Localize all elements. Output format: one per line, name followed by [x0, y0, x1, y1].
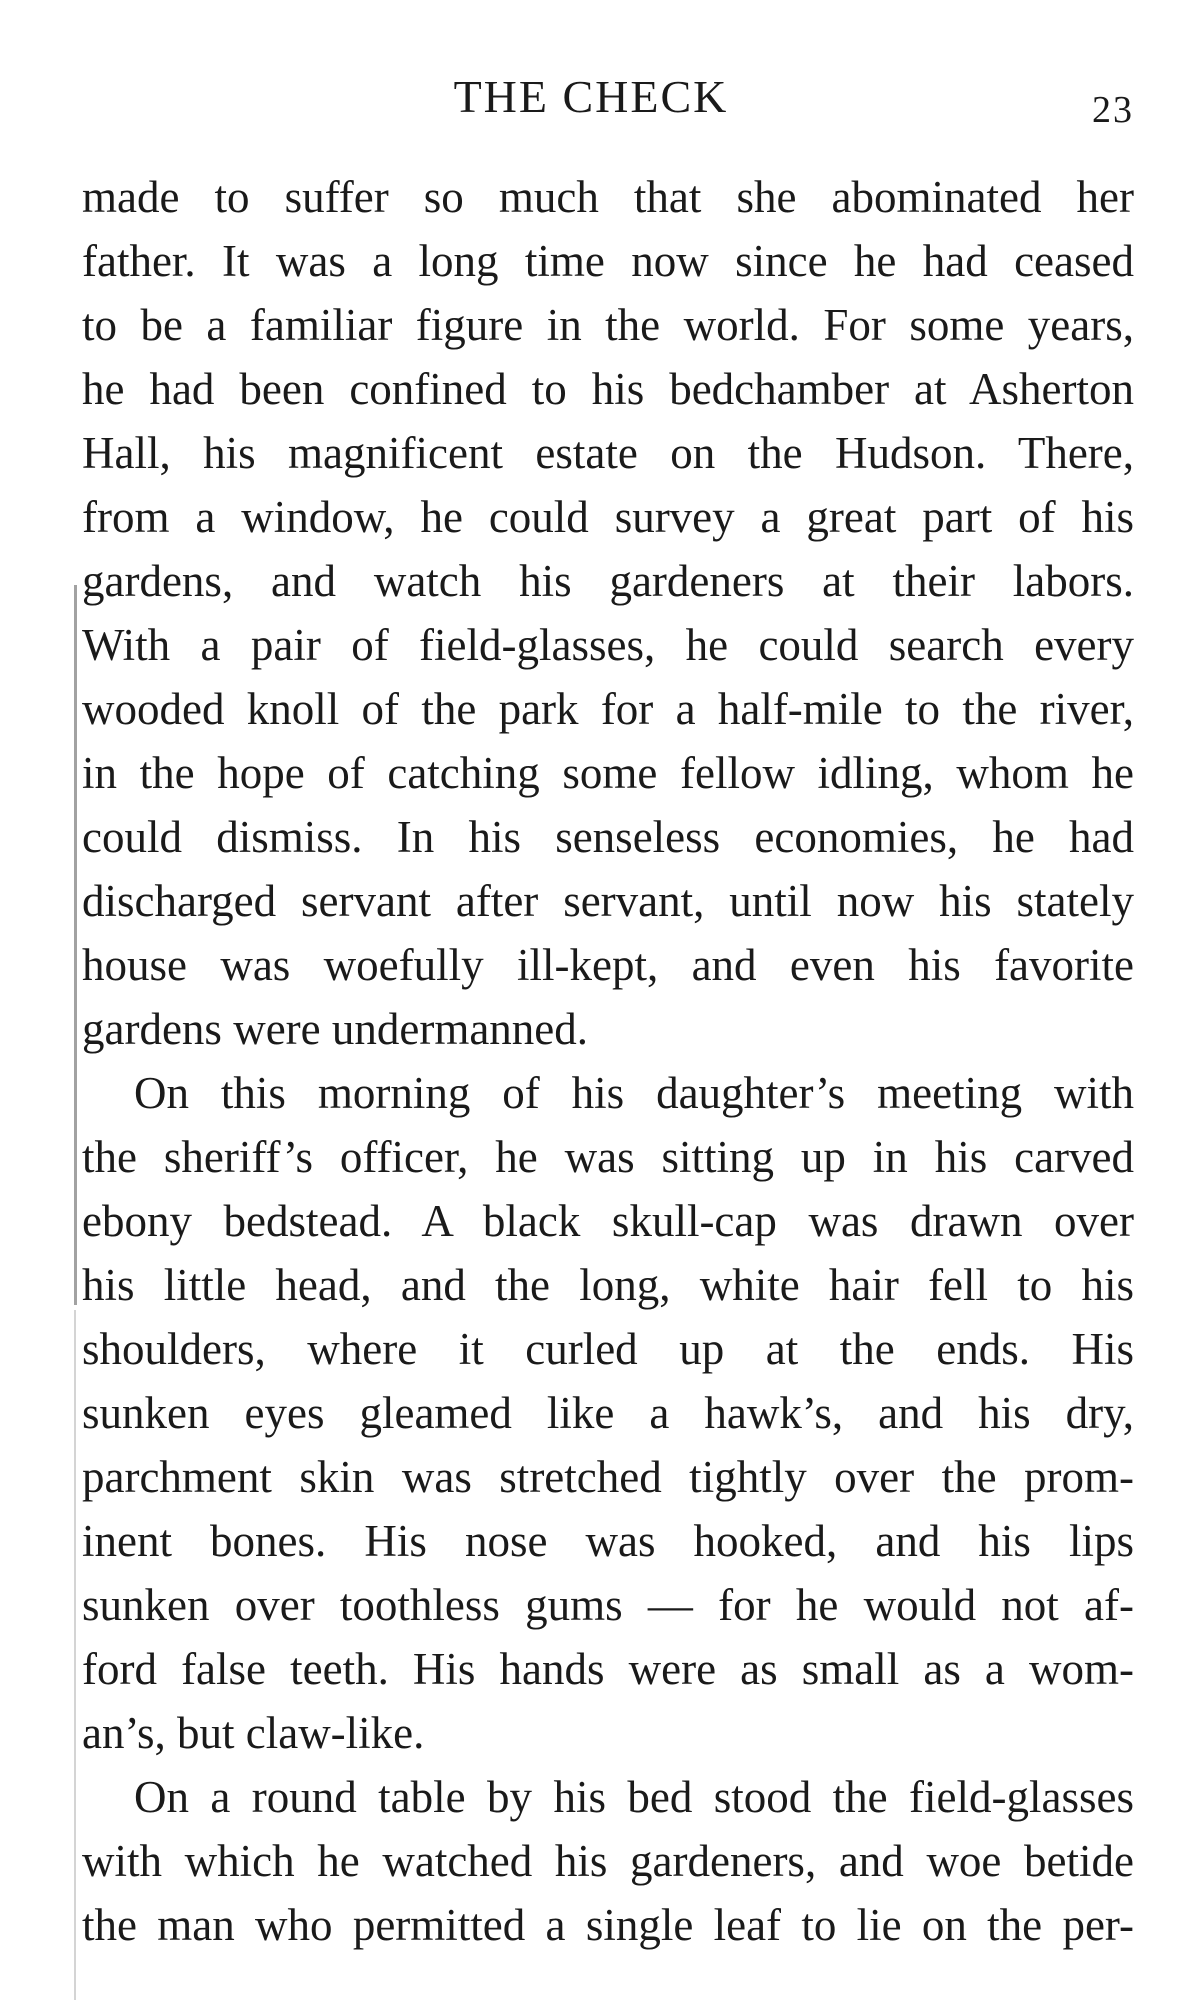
- text-line: his little head, and the long, white hair fell to his: [82, 1260, 1134, 1310]
- text-line: Hall, his magnificent estate on the Hudson. There,: [82, 428, 1134, 478]
- text-line: from a window, he could survey a great part of his: [82, 492, 1134, 542]
- text-line: in the hope of catching some fellow idling, whom he: [82, 748, 1134, 798]
- text-line: could dismiss. In his senseless economies, he had: [82, 812, 1134, 862]
- text-line: an’s, but claw-like.: [82, 1708, 425, 1758]
- text-line: sunken eyes gleamed like a hawk’s, and his dry,: [82, 1388, 1134, 1438]
- text-line: the sheriff’s officer, he was sitting up in his carved: [82, 1132, 1134, 1182]
- text-line: made to suffer so much that she abominated her: [82, 172, 1134, 222]
- text-line: With a pair of field-glasses, he could search every: [82, 620, 1134, 670]
- text-line: wooded knoll of the park for a half-mile to the river,: [82, 684, 1134, 734]
- text-line: to be a familiar figure in the world. For some years,: [82, 300, 1134, 350]
- text-line: inent bones. His nose was hooked, and his lips: [82, 1516, 1134, 1566]
- text-line: parchment skin was stretched tightly over the prom-: [82, 1452, 1134, 1502]
- gutter-shadow: [74, 1310, 76, 2000]
- gutter-shadow: [74, 585, 77, 1305]
- page-number: 23: [1092, 89, 1134, 131]
- text-line: with which he watched his gardeners, and woe betide: [82, 1836, 1134, 1886]
- text-line: shoulders, where it curled up at the ends. His: [82, 1324, 1134, 1374]
- text-line: discharged servant after servant, until now his stately: [82, 876, 1134, 926]
- text-line: sunken over toothless gums — for he would not af-: [82, 1580, 1134, 1630]
- text-line: gardens, and watch his gardeners at their labors.: [82, 556, 1134, 606]
- text-line: ford false teeth. His hands were as small as a wom-: [82, 1644, 1134, 1694]
- text-line: gardens were undermanned.: [82, 1004, 589, 1054]
- text-line: ebony bedstead. A black skull-cap was drawn over: [82, 1196, 1134, 1246]
- running-head: [0, 70, 1182, 130]
- text-line: he had been confined to his bedchamber at Asherton: [82, 364, 1134, 414]
- text-line: On a round table by his bed stood the field-glasses: [134, 1772, 1134, 1822]
- text-line: the man who permitted a single leaf to lie on the per-: [82, 1900, 1134, 1950]
- body-text: [82, 165, 1134, 1957]
- text-line: On this morning of his daughter’s meeting with: [134, 1068, 1134, 1118]
- running-title: THE CHECK: [453, 71, 729, 122]
- text-line: house was woefully ill-kept, and even his favorite: [82, 940, 1134, 990]
- text-line: father. It was a long time now since he had ceased: [82, 236, 1134, 286]
